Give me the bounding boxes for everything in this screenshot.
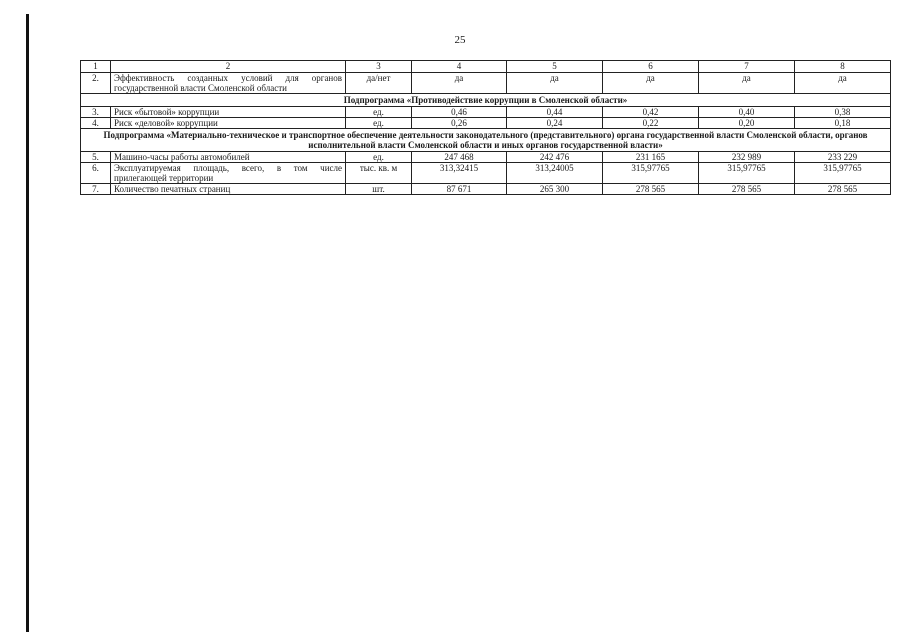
table-row [81, 107, 891, 118]
table-row [81, 184, 891, 195]
row-number: 5. [81, 152, 111, 163]
subprogram-title: Подпрограмма «Противодействие коррупции в Смоленской области» [81, 94, 891, 107]
value-cell: 313,24005 [507, 163, 603, 184]
unit-cell: ед. [346, 152, 412, 163]
table-row [81, 118, 891, 129]
value-cell: 0,44 [507, 107, 603, 118]
value-cell: 0,20 [699, 118, 795, 129]
value-cell: 87 671 [412, 184, 507, 195]
column-number-cell: 3 [346, 61, 412, 73]
value-cell: 0,40 [699, 107, 795, 118]
unit-cell: шт. [346, 184, 412, 195]
column-number-cell: 4 [412, 61, 507, 73]
row-number: 2. [81, 73, 111, 94]
value-cell: 231 165 [603, 152, 699, 163]
value-cell: 247 468 [412, 152, 507, 163]
unit-cell: да/нет [346, 73, 412, 94]
column-number-cell: 2 [111, 61, 346, 73]
column-number-cell: 8 [795, 61, 891, 73]
table-row [81, 152, 891, 163]
indicator-name: Эксплуатируемая площадь, всего, в том числе прилегающей территории [111, 163, 346, 184]
unit-cell: ед. [346, 118, 412, 129]
table-row [81, 73, 891, 94]
value-cell: 232 989 [699, 152, 795, 163]
value-cell: 315,97765 [603, 163, 699, 184]
value-cell: 0,22 [603, 118, 699, 129]
value-cell: 278 565 [699, 184, 795, 195]
column-number-cell: 5 [507, 61, 603, 73]
subprogram-title: Подпрограмма «Материально-техническое и транспортное обеспечение деятельности законодательного (представительного) органа государственной власти Смоленской области, органов исполнительной власти Смоленской области и иных органов государственной власти» [81, 129, 891, 152]
value-cell: 0,38 [795, 107, 891, 118]
column-number-cell: 7 [699, 61, 795, 73]
unit-cell: тыс. кв. м [346, 163, 412, 184]
value-cell: да [412, 73, 507, 94]
indicator-name: Риск «бытовой» коррупции [111, 107, 346, 118]
value-cell: 278 565 [603, 184, 699, 195]
column-number-cell: 6 [603, 61, 699, 73]
value-cell: да [699, 73, 795, 94]
value-cell: да [795, 73, 891, 94]
row-number: 3. [81, 107, 111, 118]
page-number: 25 [454, 34, 466, 46]
value-cell: 242 476 [507, 152, 603, 163]
indicator-name: Машино-часы работы автомобилей [111, 152, 346, 163]
row-number: 6. [81, 163, 111, 184]
indicator-name: Эффективность созданных условий для органов государственной власти Смоленской области [111, 73, 346, 94]
value-cell: 0,18 [795, 118, 891, 129]
row-number: 7. [81, 184, 111, 195]
binding-margin-line [26, 14, 29, 632]
value-cell: 315,97765 [795, 163, 891, 184]
value-cell: да [507, 73, 603, 94]
value-cell: 0,42 [603, 107, 699, 118]
value-cell: 265 300 [507, 184, 603, 195]
indicators-table [80, 60, 891, 195]
value-cell: да [603, 73, 699, 94]
value-cell: 315,97765 [699, 163, 795, 184]
value-cell: 0,24 [507, 118, 603, 129]
unit-cell: ед. [346, 107, 412, 118]
indicator-name: Количество печатных страниц [111, 184, 346, 195]
column-numbers-row [81, 61, 891, 73]
value-cell: 313,32415 [412, 163, 507, 184]
value-cell: 0,46 [412, 107, 507, 118]
value-cell: 233 229 [795, 152, 891, 163]
table-row [81, 163, 891, 184]
column-number-cell: 1 [81, 61, 111, 73]
value-cell: 0,26 [412, 118, 507, 129]
indicator-name: Риск «деловой» коррупции [111, 118, 346, 129]
subprogram-heading-row [81, 129, 891, 152]
row-number: 4. [81, 118, 111, 129]
subprogram-heading-row [81, 94, 891, 107]
value-cell: 278 565 [795, 184, 891, 195]
